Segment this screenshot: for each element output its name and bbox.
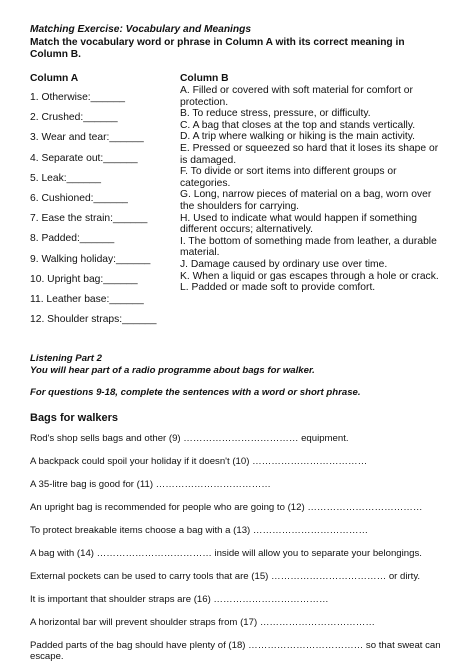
section-title: Bags for walkers (30, 411, 119, 424)
column-b-item: E. Pressed or squeezed so hard that it loses its shape or is damaged. (180, 142, 439, 166)
column-b-item: J. Damage caused by ordinary use over time. (180, 258, 388, 270)
sentence-list (30, 433, 444, 663)
column-a-item: 9. Walking holiday:______ (30, 253, 151, 265)
exercise-instruction: Match the vocabulary word or phrase in Column A with its correct meaning in Column B. (30, 37, 405, 60)
column-b-item: K. When a liquid or gas escapes through a hole or crack. (180, 270, 439, 282)
column-a-item: 2. Crushed:______ (30, 112, 118, 124)
column-a-item: 4. Separate out:______ (30, 152, 138, 164)
column-b (180, 73, 444, 334)
column-b-item: D. A trip where walking or hiking is the main activity. (180, 131, 416, 143)
column-a-item: 11. Leather base:______ (30, 293, 144, 305)
column-b-item: F. To divide or sort items into different groups or categories. (180, 166, 397, 189)
questions-instruction: For questions 9-18, complete the sentences with a word or short phrase. (30, 387, 361, 399)
sentence-item: An upright bag is recommended for people who are going to (12) ……………………………… (30, 501, 423, 513)
column-a-item: 7. Ease the strain:______ (30, 213, 148, 225)
column-a-heading: Column A (30, 73, 79, 84)
column-b-item: C. A bag that closes at the top and stands vertically. (180, 119, 416, 131)
exercise-title: Matching Exercise: Vocabulary and Meanings (30, 24, 251, 35)
sentence-item: External pockets can be used to carry tools that are (15) ……………………………… or dirty. (30, 570, 421, 582)
sentence-item: A 35-litre bag is good for (11) ……………………………… (30, 478, 271, 490)
column-b-item: L. Padded or made soft to provide comfort. (180, 282, 376, 294)
column-a (30, 73, 180, 334)
column-a-list (30, 92, 180, 334)
column-b-heading: Column B (180, 73, 229, 84)
column-a-item: 3. Wear and tear:______ (30, 132, 144, 144)
sentence-item: It is important that shoulder straps are (16) ……………………………… (30, 593, 329, 605)
column-a-item: 8. Padded:______ (30, 233, 115, 245)
listening-section (30, 353, 444, 663)
sentence-item: A horizontal bar will prevent shoulder straps from (17) ……………………………… (30, 616, 375, 628)
sentence-item: A bag with (14) ……………………………… inside will allow you to separate your belongings. (30, 547, 422, 559)
sentence-item: Rod's shop sells bags and other (9) ……………………………… equipment. (30, 432, 349, 444)
column-b-item: G. Long, narrow pieces of material on a bag, worn over the shoulders for carrying. (180, 189, 432, 212)
column-b-list (180, 85, 444, 294)
matching-columns (30, 73, 444, 334)
column-a-item: 10. Upright bag:______ (30, 273, 138, 285)
column-b-item: A. Filled or covered with soft material for comfort or protection. (180, 85, 413, 108)
column-a-item: 1. Otherwise:______ (30, 92, 126, 103)
column-b-item: H. Used to indicate what would happen if something different occurs; alternatively. (180, 212, 417, 236)
sentence-item: A backpack could spoil your holiday if it doesn't (10) ……………………………… (30, 455, 368, 467)
column-b-item: I. The bottom of something made from leather, a durable material. (180, 235, 437, 259)
column-a-item: 12. Shoulder straps:______ (30, 314, 157, 326)
sentence-item: To protect breakable items choose a bag with a (13) ……………………………… (30, 524, 369, 536)
column-b-item: B. To reduce stress, pressure, or difficulty. (180, 108, 371, 120)
listening-intro: You will hear part of a radio programme about bags for walker. (30, 364, 315, 376)
sentence-item: Padded parts of the bag should have plenty of (18) ……………………………… so that sweat can escape. (30, 639, 441, 663)
listening-heading: Listening Part 2 (30, 353, 102, 365)
column-a-item: 6. Cushioned:______ (30, 192, 128, 204)
column-a-item: 5. Leak:______ (30, 172, 101, 184)
